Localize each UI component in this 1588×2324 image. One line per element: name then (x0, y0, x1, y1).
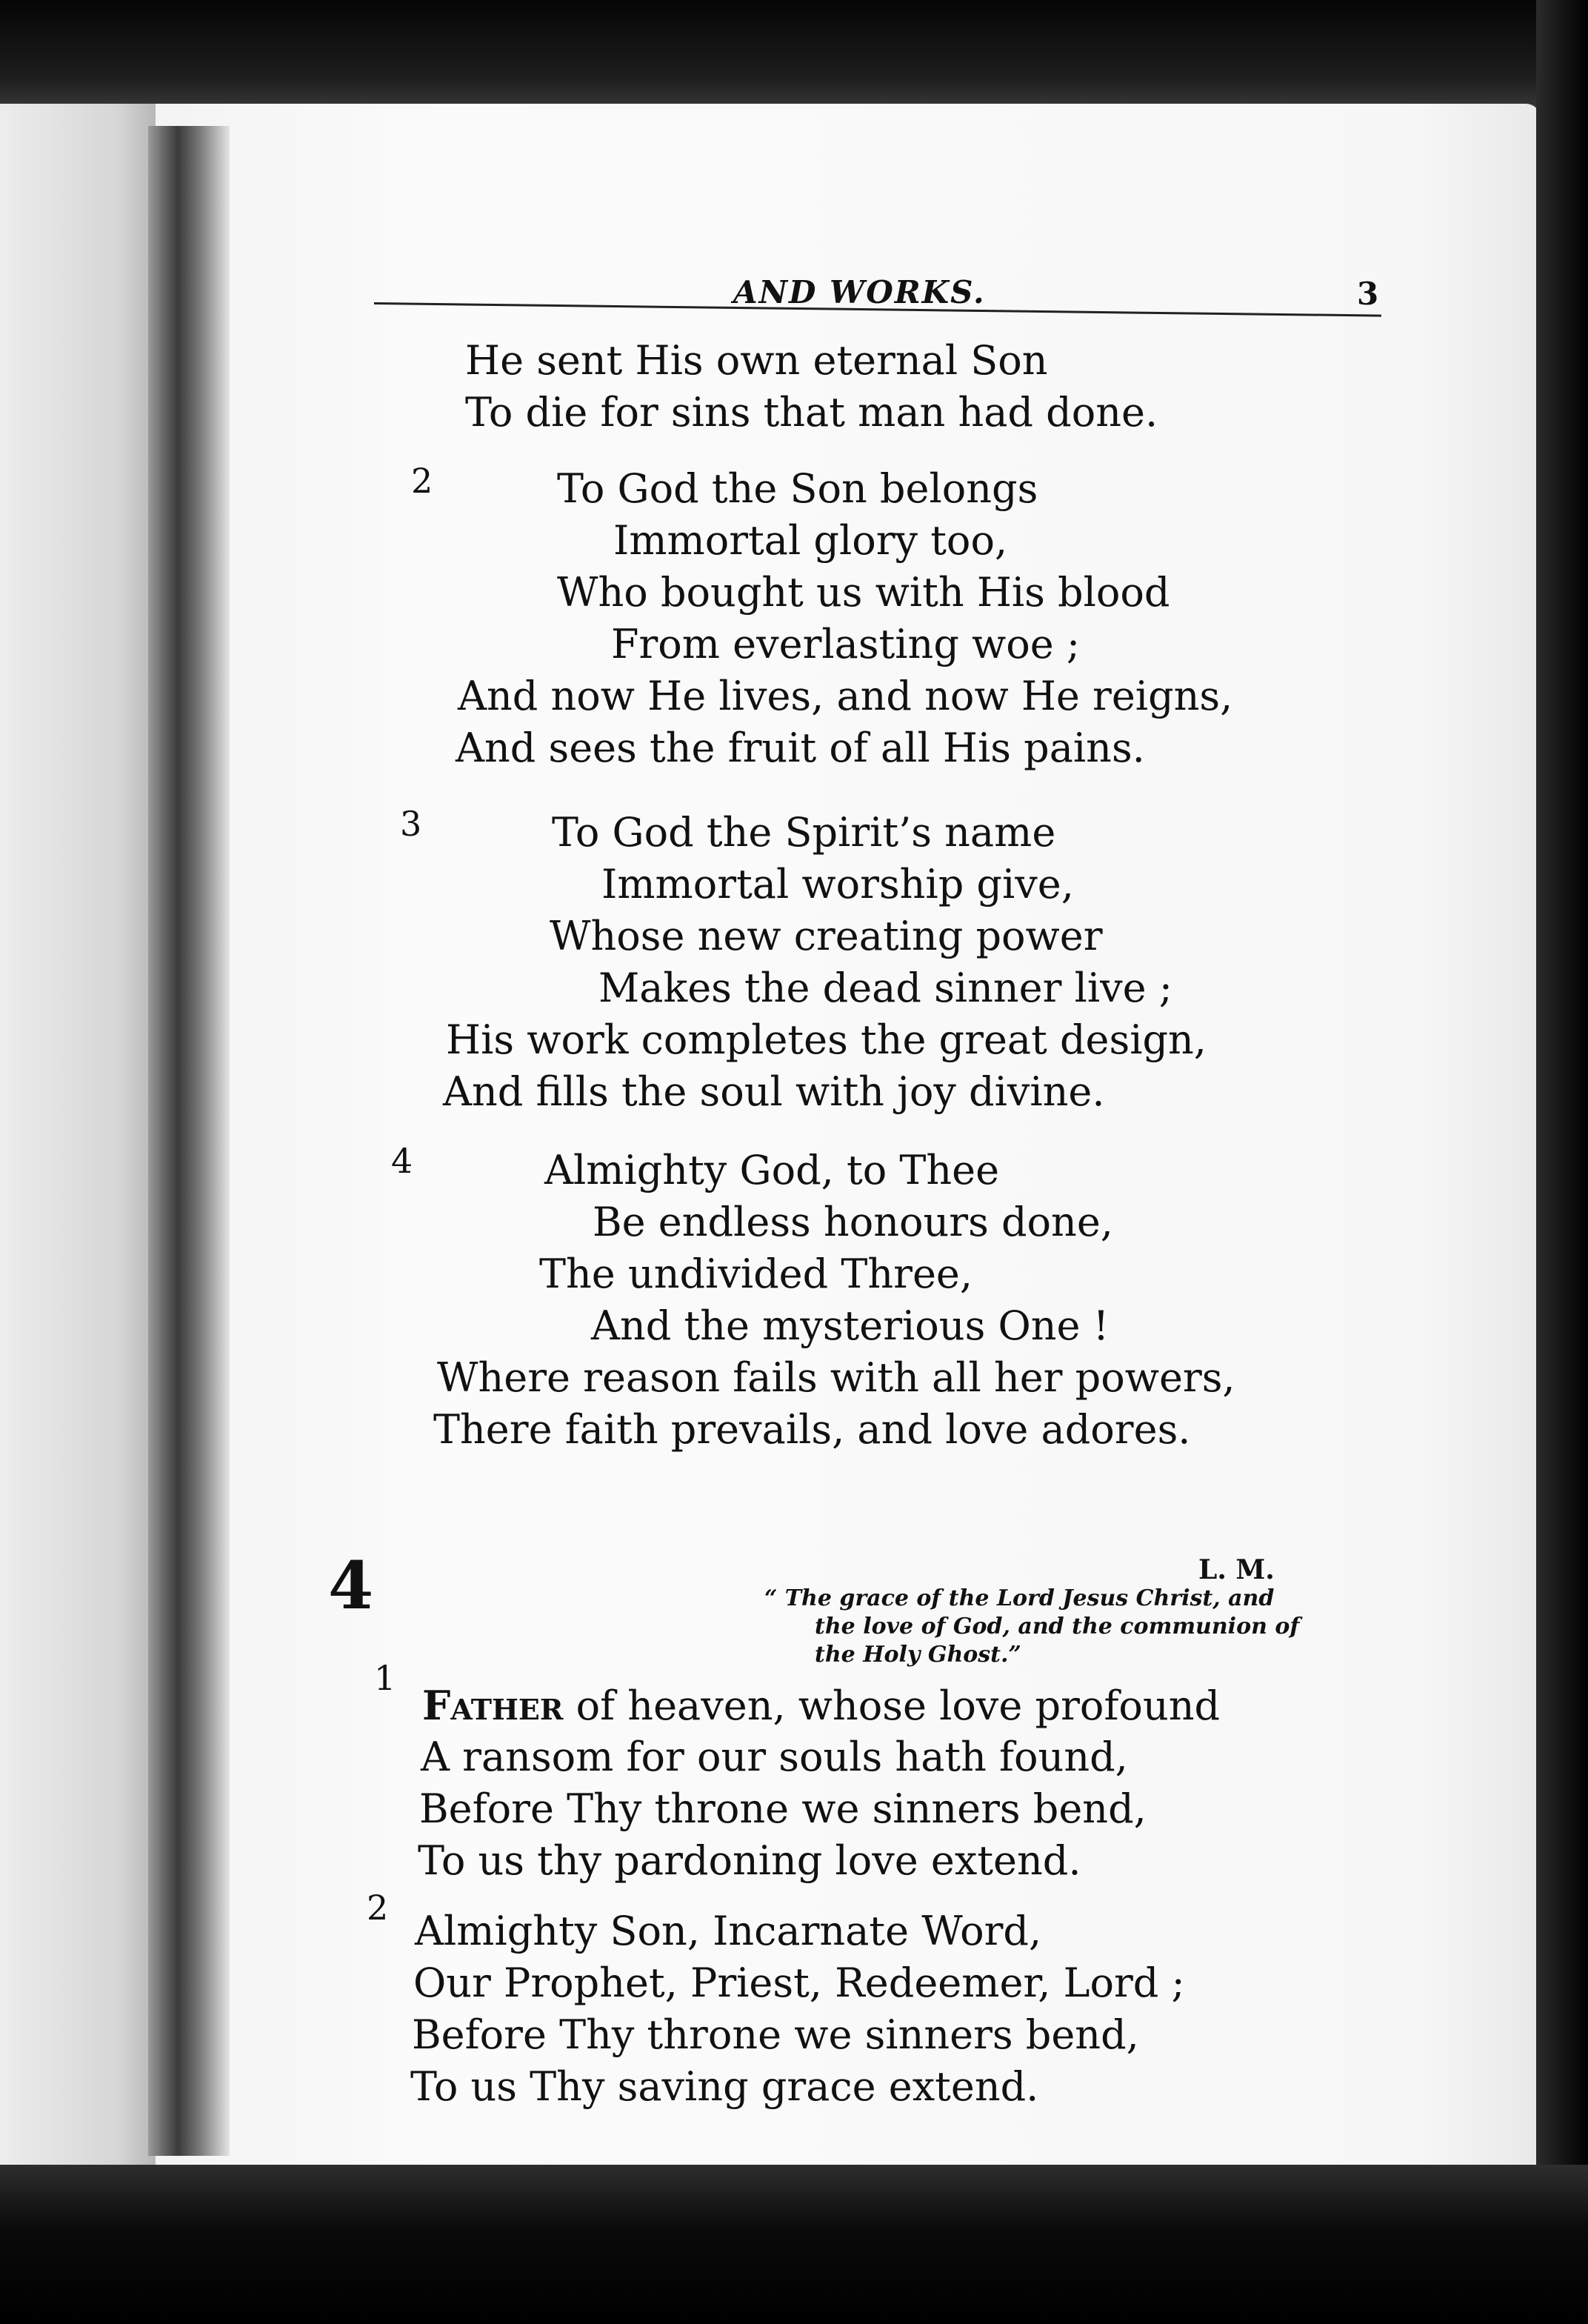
verse-line: Immortal glory too, (613, 517, 1008, 564)
verse-line: And sees the fruit of all His pains. (456, 725, 1145, 771)
verse-line (422, 1682, 1220, 1729)
epigraph-line: “ The grace of the Lord Jesus Christ, and (764, 1585, 1275, 1611)
verse-number: 4 (391, 1141, 413, 1181)
verse-line: To us Thy saving grace extend. (410, 2063, 1039, 2110)
verse-line: Almighty Son, Incarnate Word, (415, 1908, 1042, 1954)
verse-number: 1 (374, 1658, 396, 1698)
scan-bottom-border (0, 2165, 1588, 2324)
gutter-shadow (0, 104, 156, 2171)
verse-line: Be endless honours done, (593, 1199, 1113, 1245)
verse-line: A ransom for our souls hath found, (421, 1734, 1128, 1780)
verse-number: 2 (411, 461, 433, 501)
hymn-meter: L. M. (1198, 1554, 1275, 1585)
scan-right-border (1536, 0, 1588, 2324)
verse-line: Makes the dead sinner live ; (598, 965, 1172, 1011)
scan-top-border (0, 0, 1588, 111)
verse-line: And fills the soul with joy divine. (443, 1068, 1105, 1115)
verse-line: Where reason fails with all her powers, (437, 1354, 1235, 1401)
running-header: AND WORKS. (733, 274, 986, 310)
drop-word: Father (422, 1682, 564, 1729)
hymn-number: 4 (328, 1547, 374, 1624)
epigraph-line: the love of God, and the communion of (815, 1614, 1300, 1639)
verse-number: 3 (400, 804, 422, 844)
verse-line: To us thy pardoning love extend. (418, 1837, 1081, 1884)
epigraph-line: the Holy Ghost.” (815, 1642, 1021, 1668)
verse-line: And now He lives, and now He reigns, (458, 673, 1233, 719)
verse-line: Almighty God, to Thee (544, 1147, 1000, 1193)
continuation-line: He sent His own eternal Son (465, 337, 1048, 384)
verse-line: To God the Spirit’s name (552, 809, 1056, 856)
verse-line: His work completes the great design, (446, 1016, 1207, 1063)
verse-line: The undivided Three, (539, 1251, 973, 1297)
verse-line: Our Prophet, Priest, Redeemer, Lord ; (413, 1960, 1185, 2006)
verse-line: To God the Son belongs (557, 465, 1038, 512)
continuation-line: To die for sins that man had done. (465, 389, 1158, 436)
verse-line: And the mysterious One ! (591, 1302, 1110, 1349)
verse-line: There faith prevails, and love adores. (433, 1406, 1191, 1453)
verse-number: 2 (367, 1888, 389, 1928)
verse-line: Who bought us with His blood (557, 569, 1170, 616)
verse-line: From everlasting woe ; (611, 621, 1081, 667)
book-gutter (148, 126, 230, 2156)
verse-line-rest: of heaven, whose love profound (563, 1682, 1221, 1729)
verse-line: Before Thy throne we sinners bend, (419, 1785, 1147, 1832)
verse-line: Immortal worship give, (601, 861, 1074, 908)
verse-line: Before Thy throne we sinners bend, (412, 2011, 1139, 2058)
page-number: 3 (1357, 276, 1379, 312)
verse-line: Whose new creating power (550, 913, 1103, 959)
